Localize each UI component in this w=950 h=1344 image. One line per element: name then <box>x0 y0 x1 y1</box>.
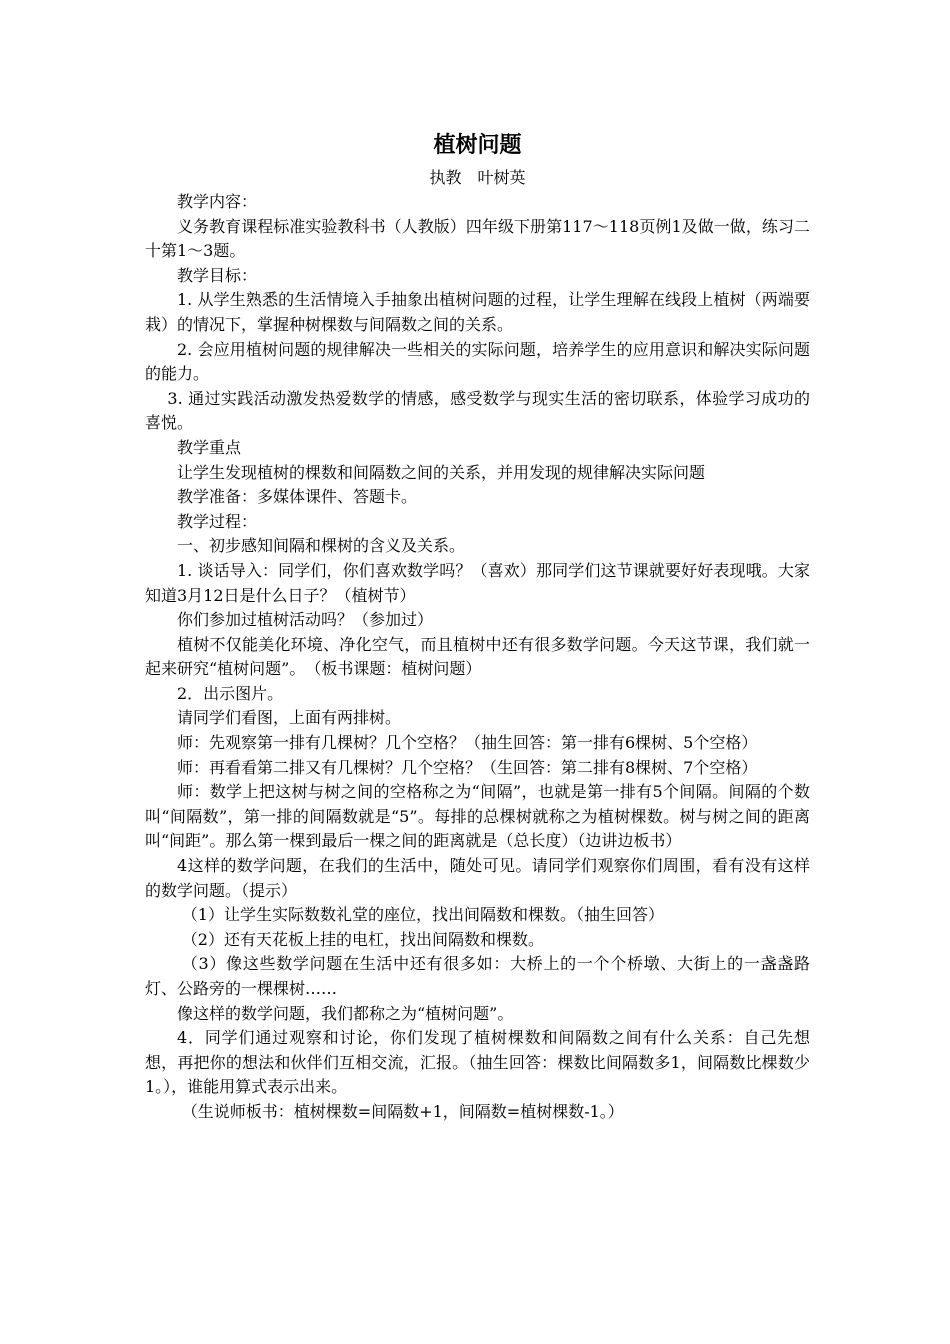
paragraph: 1. 从学生熟悉的生活情境入手抽象出植树问题的过程，让学生理解在线段上植树（两端要栽）的情况下，掌握种树棵数与间隔数之间的关系。 <box>145 290 810 334</box>
paragraph: 师：再看看第二排又有几棵树？几个空格？（生回答：第二排有8棵树、7个空格） <box>177 757 758 777</box>
paragraph: （3）像这些数学问题在生活中还有很多如：大桥上的一个个桥墩、大街上的一盏盏路灯、公路旁的一棵棵树…… <box>145 954 810 998</box>
paragraph: 教学准备：多媒体课件、答题卡。 <box>177 487 418 507</box>
document-byline: 执教 叶树英 <box>429 168 526 187</box>
paragraph: 一、初步感知间隔和棵树的含义及关系。 <box>177 536 466 556</box>
paragraph: 请同学们看图，上面有两排树。 <box>177 708 402 728</box>
paragraph: 教学重点 <box>177 437 242 457</box>
paragraph: （生说师板书：植树棵数=间隔数+1，间隔数=植树棵数-1。） <box>181 1101 624 1121</box>
paragraph: 让学生发现植树的棵数和间隔数之间的关系，并用发现的规律解决实际问题 <box>177 462 706 482</box>
paragraph: 2．出示图片。 <box>177 683 284 703</box>
paragraph: 教学过程： <box>177 511 258 531</box>
paragraph: 1. 谈话导入：同学们，你们喜欢数学吗？（喜欢）那同学们这节课就要好好表现哦。大家知道3月12日是什么日子？（植树节） <box>145 560 810 605</box>
paragraph: （1）让学生实际数数礼堂的座位，找出间隔数和棵数。（抽生回答） <box>181 905 664 925</box>
paragraph: 师：数学上把这树与树之间的空格称之为“间隔”，也就是第一排有5个间隔。间隔的个数叫“间隔数”，第一排的间隔数就是“5”。每排的总棵树就称之为植树棵数。树与树之间的距离叫“间距”。那么第一棵到最后一棵之间的距离就是（总长度）（边讲边板书） <box>145 782 810 851</box>
document-title: 植树问题 <box>433 132 522 158</box>
paragraph: 义务教育课程标准实验教科书（人教版）四年级下册第117～118页例1及做一做，练习二十第1～3题。 <box>145 216 810 261</box>
paragraph: 3. 通过实践活动激发热爱数学的情感，感受数学与现实生活的密切联系，体验学习成功的喜悦。 <box>145 388 810 433</box>
paragraph: 你们参加过植树活动吗？（参加过） <box>177 610 434 630</box>
paragraph: 4这样的数学问题，在我们的生活中，随处可见。请同学们观察你们周围，看有没有这样的数学问题。（提示） <box>145 856 810 900</box>
paragraph: 植树不仅能美化环境、净化空气，而且植树中还有很多数学问题。今天这节课，我们就一起来研究“植树问题”。 （板书课题：植树问题） <box>145 634 810 679</box>
paragraph: 2. 会应用植树问题的规律解决一些相关的实际问题，培养学生的应用意识和解决实际问题的能力。 <box>145 339 810 384</box>
paragraph: （2）还有天花板上挂的电杠，找出间隔数和棵数。 <box>181 929 544 949</box>
paragraph: 4．同学们通过观察和讨论，你们发现了植树棵数和间隔数之间有什么关系：自己先想想，再把你的想法和伙伴们互相交流，汇报。（抽生回答：棵数比间隔数多1，间隔数比棵数少1。），谁能用算式表示出来。 <box>145 1028 810 1097</box>
paragraph: 师：先观察第一排有几棵树？几个空格？（抽生回答：第一排有6棵树、5个空格） <box>177 733 758 753</box>
paragraph: 教学目标： <box>177 265 258 285</box>
paragraph: 像这样的数学问题，我们都称之为“植树问题”。 <box>177 1003 514 1023</box>
paragraph: 教学内容： <box>177 192 258 211</box>
document-page <box>145 130 810 1125</box>
